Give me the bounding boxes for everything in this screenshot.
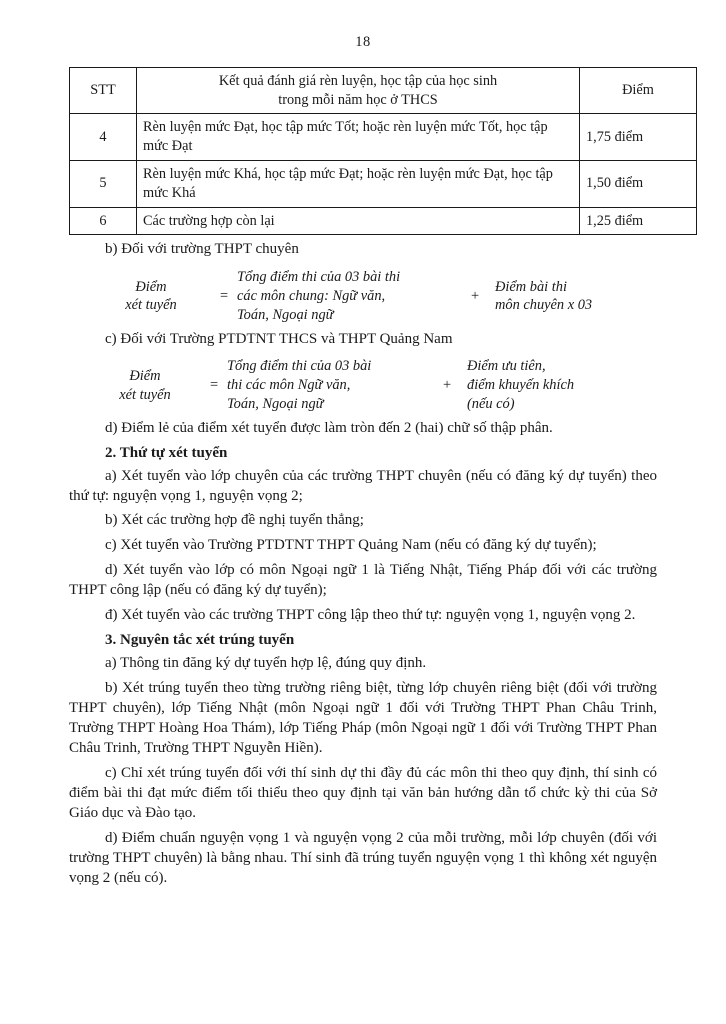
formula-chuyen-left	[69, 278, 211, 315]
header-description-line2: trong mỗi năm học ở THCS	[278, 91, 438, 108]
paragraph-s3-a: a) Thông tin đăng ký dự tuyển hợp lệ, đúng quy định.	[105, 655, 427, 672]
formula-ptdtnt-right-line3: (nếu có)	[467, 395, 515, 412]
score-table-wrapper	[69, 67, 657, 235]
score-table	[69, 67, 697, 235]
paragraph-s3-b: b) Xét trúng tuyển theo từng trường riêng biệt, từng lớp chuyên riêng biệt (đối với trường THPT chuyên), lớp Tiếng Nhật (môn Ngoại ngữ 1 đối với Trường THPT Phan Châu Trinh, Trường THPT Hoàng Hoa Thám), lớp Tiếng Pháp (môn Ngoại ngữ 1 đối với Trường THPT Phan Châu Trinh, Trường THPT Nguyễn Hiền).	[69, 680, 657, 756]
formula-chuyen-mid	[237, 268, 455, 324]
row-description: Các trường hợp còn lại	[137, 207, 580, 235]
formula-chuyen-right-line2: môn chuyên x 03	[495, 297, 593, 314]
row-diem: 1,25 điểm	[580, 207, 697, 235]
formula-chuyen	[69, 268, 657, 324]
paragraph-item-b: b) Đối với trường THPT chuyên	[105, 241, 299, 258]
formula-ptdtnt-right	[467, 357, 657, 413]
paragraph-item-d: d) Điểm lẻ của điểm xét tuyển được làm tròn đến 2 (hai) chữ số thập phân.	[105, 419, 553, 436]
formula-ptdtnt-right-line2: điểm khuyến khích	[467, 377, 575, 394]
formula-ptdtnt-left-line2: xét tuyển	[119, 386, 171, 403]
row-diem: 1,75 điểm	[580, 114, 697, 161]
formula-ptdtnt-mid	[227, 357, 427, 413]
paragraph-s2-d: d) Xét tuyển vào lớp có môn Ngoại ngữ 1 là Tiếng Nhật, Tiếng Pháp đối với các trường THPT công lập (nếu có đăng ký dự tuyển);	[69, 562, 657, 599]
header-diem: Điểm	[580, 68, 697, 114]
page-number: 18	[355, 34, 371, 50]
formula-chuyen-mid-line3: Toán, Ngoại ngữ	[237, 306, 334, 323]
formula-ptdtnt-plus: +	[442, 377, 452, 394]
paragraph-s2-dd: đ) Xét tuyển vào các trường THPT công lập theo thứ tự: nguyện vọng 1, nguyện vọng 2.	[105, 607, 636, 624]
formula-ptdtnt-mid-line1: Tổng điểm thi của 03 bài	[227, 358, 372, 375]
row-stt: 4	[70, 114, 137, 161]
formula-ptdtnt-mid-line2: thi các môn Ngữ văn,	[227, 377, 351, 394]
formula-ptdtnt-equals: =	[209, 377, 219, 394]
formula-chuyen-mid-line1: Tổng điểm thi của 03 bài thi	[237, 269, 401, 286]
row-description: Rèn luyện mức Khá, học tập mức Đạt; hoặc rèn luyện mức Đạt, học tập mức Khá	[137, 160, 580, 207]
formula-chuyen-equals: =	[219, 288, 229, 305]
paragraph-s3-c: c) Chỉ xét trúng tuyển đối với thí sinh dự thi đầy đủ các môn thi theo quy định, thí sinh có điểm bài thi đạt mức điểm tối thiểu theo quy định tại văn bản hướng dẫn tổ chức kỳ thi của Sở Giáo dục và Đào tạo.	[69, 764, 657, 821]
table-row	[70, 160, 697, 207]
row-stt: 6	[70, 207, 137, 235]
header-description-line1: Kết quả đánh giá rèn luyện, học tập của học sinh	[218, 73, 498, 89]
paragraph-s2-c: c) Xét tuyển vào Trường PTDTNT THPT Quảng Nam (nếu có đăng ký dự tuyển);	[105, 537, 597, 554]
formula-ptdtnt-left-line1: Điểm	[129, 367, 161, 384]
formula-chuyen-mid-line2: các môn chung: Ngữ văn,	[237, 288, 386, 305]
formula-ptdtnt-right-line1: Điểm ưu tiên,	[467, 358, 546, 375]
paragraph-s2-b: b) Xét các trường hợp đề nghị tuyển thẳng;	[105, 512, 364, 529]
section-heading-2: 2. Thứ tự xét tuyển	[105, 444, 228, 461]
table-row	[70, 207, 697, 235]
section-heading-3: 3. Nguyên tắc xét trúng tuyển	[105, 632, 295, 649]
formula-chuyen-right	[495, 278, 657, 315]
formula-chuyen-plus: +	[470, 288, 480, 305]
paragraph-item-c: c) Đối với Trường PTDTNT THCS và THPT Quảng Nam	[105, 330, 453, 347]
page-content	[69, 67, 657, 888]
formula-ptdtnt-mid-line3: Toán, Ngoại ngữ	[227, 395, 324, 412]
formula-ptdtnt-left	[69, 367, 201, 404]
header-stt: STT	[70, 68, 137, 114]
table-header-row	[70, 68, 697, 114]
table-row	[70, 114, 697, 161]
row-description: Rèn luyện mức Đạt, học tập mức Tốt; hoặc rèn luyện mức Tốt, học tập mức Đạt	[137, 114, 580, 161]
paragraph-s3-d: d) Điểm chuẩn nguyện vọng 1 và nguyện vọng 2 của mỗi trường, mỗi lớp chuyên (đối với trường THPT chuyên) là bằng nhau. Thí sinh đã trúng tuyển nguyện vọng 1 thì không xét nguyện vọng 2 (nếu có).	[69, 829, 657, 886]
paragraph-s2-a: a) Xét tuyển vào lớp chuyên của các trường THPT chuyên (nếu có đăng ký dự tuyển) theo thứ tự: nguyện vọng 1, nguyện vọng 2;	[69, 467, 657, 504]
formula-chuyen-right-line1: Điểm bài thi	[495, 278, 567, 295]
formula-chuyen-left-line1: Điểm	[135, 278, 167, 295]
row-stt: 5	[70, 160, 137, 207]
header-description	[137, 68, 580, 114]
row-diem: 1,50 điểm	[580, 160, 697, 207]
formula-ptdtnt	[69, 357, 657, 413]
formula-chuyen-left-line2: xét tuyển	[125, 297, 177, 314]
